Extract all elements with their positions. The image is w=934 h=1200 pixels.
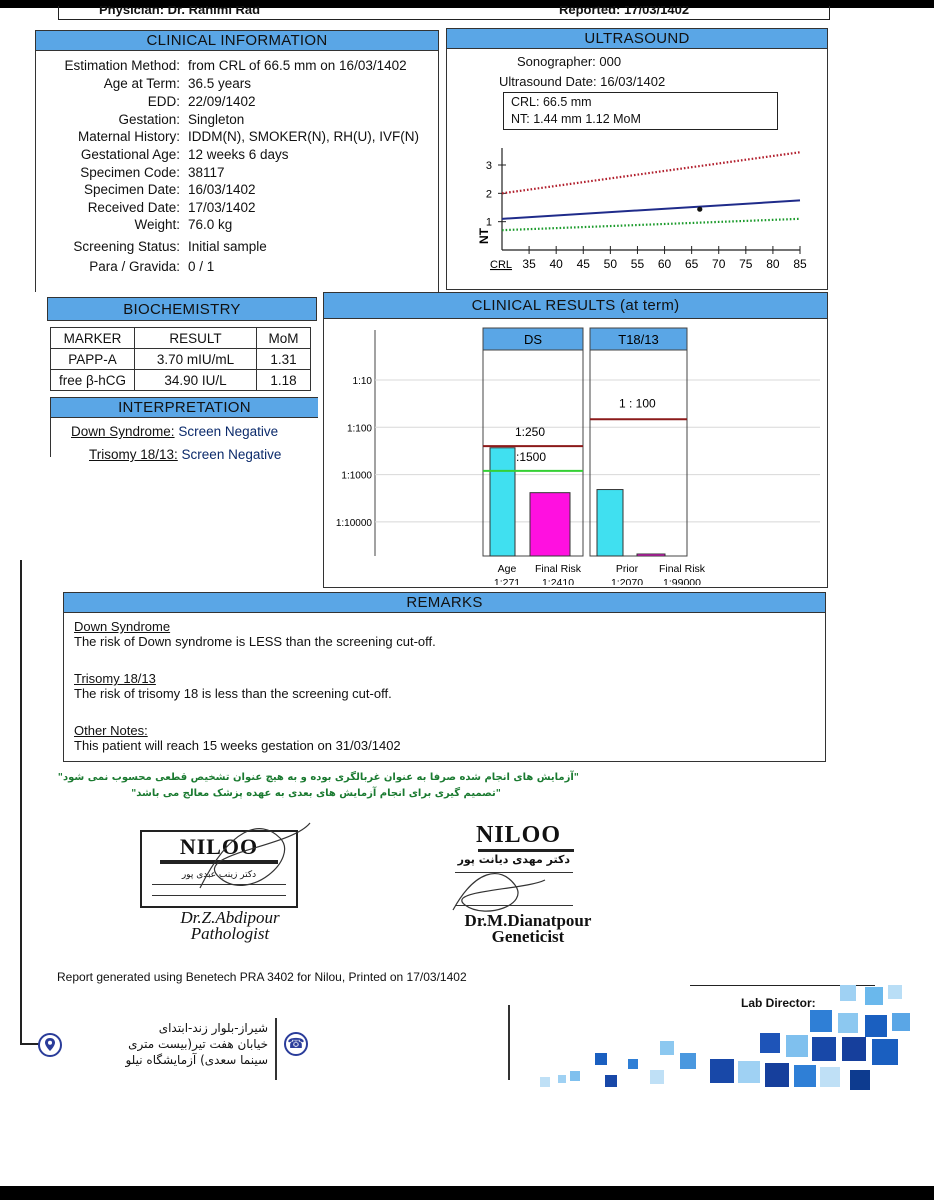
risk-chart bbox=[325, 320, 825, 585]
right-doctor-role: Geneticist bbox=[491, 927, 565, 946]
decorative-square bbox=[628, 1059, 638, 1069]
header-mom: MoM bbox=[257, 328, 311, 349]
address-line-3: سینما سعدی) آزمایشگاه نیلو bbox=[125, 1053, 268, 1067]
ci-row bbox=[40, 58, 407, 76]
biochemistry-title: BIOCHEMISTRY bbox=[47, 297, 317, 321]
header-marker: MARKER bbox=[51, 328, 135, 349]
decorative-square bbox=[888, 985, 902, 999]
ci-label: Received Date: bbox=[87, 200, 180, 215]
clinical-information-title: CLINICAL INFORMATION bbox=[36, 31, 438, 51]
ci-row bbox=[40, 94, 256, 112]
decorative-square bbox=[840, 985, 856, 1001]
ci-row bbox=[40, 182, 256, 200]
ci-label: Maternal History: bbox=[77, 129, 180, 144]
decorative-square bbox=[738, 1061, 760, 1083]
ci-label: Weight: bbox=[134, 217, 180, 232]
bar-label-name: Prior bbox=[615, 563, 639, 575]
ds-value: Screen Negative bbox=[178, 424, 279, 439]
bar-label-name: Final Risk bbox=[534, 563, 582, 575]
decorative-square bbox=[786, 1035, 808, 1057]
t18-label: Trisomy 18/13: bbox=[89, 447, 178, 462]
decorative-square bbox=[710, 1059, 734, 1083]
interpretation-t18 bbox=[89, 447, 281, 462]
bottom-bar bbox=[0, 1186, 934, 1200]
logo-left: NILOO bbox=[179, 834, 259, 859]
remarks-title: REMARKS bbox=[64, 593, 825, 613]
interpretation-ds bbox=[71, 424, 278, 439]
ci-row bbox=[40, 200, 256, 218]
crl-value: CRL: 66.5 mm bbox=[511, 95, 592, 109]
address-line-1: شیراز-بلوار زند-ابتدای bbox=[158, 1021, 268, 1035]
ci-value: 22/09/1402 bbox=[188, 94, 256, 109]
ci-value: 12 weeks 6 days bbox=[188, 147, 289, 162]
crl-axis-label: CRL bbox=[490, 259, 513, 271]
logo-right-rule bbox=[478, 849, 574, 852]
decorative-square bbox=[842, 1037, 866, 1061]
logo-right: NILOO bbox=[476, 822, 562, 848]
remarks-t18-heading: Trisomy 18/13 bbox=[74, 671, 156, 686]
x-tick-label: 40 bbox=[549, 257, 563, 271]
remarks-ds bbox=[74, 619, 436, 649]
interpretation-title: INTERPRETATION bbox=[51, 398, 318, 418]
risk-bar-1 bbox=[530, 493, 570, 556]
ci-label: EDD: bbox=[147, 94, 180, 109]
y-tick-label: 1 bbox=[485, 216, 492, 229]
left-doctor-role: Pathologist bbox=[190, 924, 270, 943]
bar-label-value: 1:99000 bbox=[663, 577, 701, 585]
ds-label: Down Syndrome: bbox=[71, 424, 175, 439]
nt-chart bbox=[470, 140, 810, 275]
remarks-other-text: This patient will reach 15 weeks gestation on 31/03/1402 bbox=[74, 738, 401, 753]
header-result: RESULT bbox=[135, 328, 257, 349]
decorative-square bbox=[820, 1067, 840, 1087]
ci-row bbox=[40, 147, 289, 165]
ultrasound-date: Ultrasound Date: 16/03/1402 bbox=[499, 74, 666, 89]
y-tick-label: 3 bbox=[485, 160, 492, 172]
ci-label: Estimation Method: bbox=[64, 58, 180, 73]
ci-label: Gestation: bbox=[118, 112, 180, 127]
decorative-square bbox=[838, 1013, 858, 1033]
decorative-square bbox=[865, 1015, 887, 1037]
ci-value: Initial sample bbox=[188, 239, 267, 254]
x-tick-label: 60 bbox=[657, 257, 672, 271]
ultrasound-title: ULTRASOUND bbox=[447, 29, 827, 49]
interpretation-panel bbox=[50, 397, 318, 462]
sonographer: Sonographer: 000 bbox=[517, 54, 622, 69]
disclaimer-line-1: "آزمایش های انجام شده صرفا به عنوان غربالگری بوده و به هیچ عنوان تشخیص قطعی محسوب نمی شود" bbox=[57, 772, 579, 783]
risk-bar-2 bbox=[597, 490, 623, 556]
nt-axis-label: NT bbox=[477, 228, 491, 244]
nt-series-median bbox=[502, 200, 800, 218]
risk-y-tick-label: 1:100 bbox=[346, 423, 372, 435]
result-cell: 3.70 mIU/mL bbox=[135, 349, 257, 370]
x-tick-label: 55 bbox=[630, 257, 645, 271]
ci-value: 76.0 kg bbox=[188, 217, 233, 232]
risk-y-tick-label: 1:1000 bbox=[341, 470, 372, 482]
mom-cell: 1.31 bbox=[257, 349, 311, 370]
remarks-ds-heading: Down Syndrome bbox=[74, 619, 171, 634]
ci-value: Singleton bbox=[188, 112, 245, 127]
us-measure-box bbox=[503, 92, 778, 130]
ci-row bbox=[40, 217, 233, 235]
nt-patient-point bbox=[697, 207, 702, 212]
remarks-t18 bbox=[74, 671, 392, 701]
decorative-square bbox=[865, 987, 883, 1005]
ci-row bbox=[40, 259, 215, 277]
decorative-square bbox=[605, 1075, 617, 1087]
physician: Physician: Dr. Rahimi Rad bbox=[99, 6, 261, 17]
decorative-square bbox=[872, 1039, 898, 1065]
disclaimer-line-2: "تصمیم گیری برای انجام آزمایش های بعدی به عهده پزشک معالج می باشد" bbox=[131, 788, 501, 799]
y-tick-label: 2 bbox=[485, 188, 492, 201]
risk-y-tick-label: 1:10 bbox=[352, 376, 372, 387]
ci-value: 36.5 years bbox=[188, 76, 252, 91]
bar-label-value: 1:271 bbox=[493, 577, 521, 585]
remarks-ds-text: The risk of Down syndrome is LESS than the screening cut-off. bbox=[74, 634, 436, 649]
stamp-right-text: دکتر مهدی دیانت پور bbox=[457, 853, 570, 866]
risk-group-label-t18: T18/13 bbox=[618, 332, 659, 347]
marker-cell: free β-hCG bbox=[51, 370, 135, 391]
ci-value: 17/03/1402 bbox=[188, 200, 256, 215]
address-line-2: خیابان هفت تیر(بیست متری bbox=[128, 1037, 268, 1051]
ci-label: Specimen Code: bbox=[80, 165, 180, 180]
ci-value: 16/03/1402 bbox=[188, 182, 256, 197]
bar-label-name: Final Risk bbox=[658, 563, 706, 575]
ci-value: 38117 bbox=[188, 165, 225, 180]
risk-bar-3 bbox=[637, 554, 665, 556]
signature-scribble-left bbox=[190, 808, 320, 918]
decorative-square bbox=[595, 1053, 607, 1065]
remarks-other-heading: Other Notes: bbox=[74, 723, 148, 738]
decorative-square bbox=[892, 1013, 910, 1031]
ci-label: Age at Term: bbox=[103, 76, 180, 91]
decorative-square bbox=[810, 1010, 832, 1032]
decorative-square bbox=[558, 1075, 566, 1083]
ci-row bbox=[40, 239, 267, 257]
biochemistry-table bbox=[50, 327, 311, 391]
report-generated: Report generated using Benetech PRA 3402 for Nilou, Printed on 17/03/1402 bbox=[57, 970, 467, 984]
risk-y-tick-label: 1:10000 bbox=[335, 517, 372, 529]
ci-label: Screening Status: bbox=[73, 239, 180, 254]
ci-label: Specimen Date: bbox=[83, 182, 180, 197]
phone-icon[interactable]: ☎ bbox=[284, 1032, 308, 1056]
decorative-square bbox=[570, 1071, 580, 1081]
ci-value: IDDM(N), SMOKER(N), RH(U), IVF(N) bbox=[188, 129, 419, 144]
ci-value: from CRL of 66.5 mm on 16/03/1402 bbox=[188, 58, 407, 73]
ds-cutoff-label: 1:250 bbox=[515, 425, 546, 440]
bar-label-value: 1:2410 bbox=[541, 577, 575, 585]
nt-value: NT: 1.44 mm 1.12 MoM bbox=[511, 112, 641, 126]
result-cell: 34.90 IU/L bbox=[135, 370, 257, 391]
ci-row bbox=[40, 76, 252, 94]
risk-group-label-ds: DS bbox=[523, 332, 543, 347]
x-tick-label: 50 bbox=[603, 257, 618, 271]
x-tick-label: 45 bbox=[576, 257, 590, 271]
ci-label: Para / Gravida: bbox=[89, 259, 180, 274]
remarks-other bbox=[74, 723, 401, 753]
decorative-square bbox=[540, 1077, 550, 1087]
left-doctor-name: Dr.Z.Abdipour bbox=[180, 908, 280, 927]
ci-row bbox=[40, 112, 245, 130]
location-pin-icon[interactable] bbox=[38, 1033, 62, 1057]
report-header bbox=[58, 6, 830, 20]
x-tick-label: 70 bbox=[712, 257, 726, 271]
remarks-t18-text: The risk of trisomy 18 is less than the screening cut-off. bbox=[74, 686, 392, 701]
x-tick-label: 35 bbox=[522, 257, 536, 271]
reported-date: Reported: 17/03/1402 bbox=[559, 6, 690, 17]
margin-line bbox=[20, 560, 22, 1045]
bar-label-value: 1:2070 bbox=[610, 577, 644, 585]
nt-series-lower bbox=[502, 219, 800, 230]
risk-bar-0 bbox=[490, 448, 515, 556]
table-row bbox=[51, 370, 311, 391]
decorative-square bbox=[794, 1065, 816, 1087]
t18-value: Screen Negative bbox=[181, 447, 282, 462]
footer-divider bbox=[275, 1018, 277, 1080]
decorative-square bbox=[760, 1033, 780, 1053]
x-tick-label: 80 bbox=[766, 257, 780, 271]
lab-director: Lab Director: bbox=[741, 996, 816, 1010]
decorative-square bbox=[660, 1041, 674, 1055]
signature-left bbox=[150, 910, 310, 942]
marker-cell: PAPP-A bbox=[51, 349, 135, 370]
t18-cutoff-label: 1 : 100 bbox=[619, 396, 656, 411]
ci-label: Gestational Age: bbox=[80, 147, 180, 162]
decorative-squares bbox=[510, 975, 920, 1100]
ci-value: 0 / 1 bbox=[188, 259, 215, 274]
stamp-left-text: دکتر زینب عبدی پور bbox=[181, 870, 257, 880]
decorative-square bbox=[850, 1070, 870, 1090]
x-tick-label: 75 bbox=[739, 257, 753, 271]
clinical-results-title: CLINICAL RESULTS (at term) bbox=[324, 293, 827, 319]
signature-right bbox=[438, 913, 618, 945]
decorative-square bbox=[765, 1063, 789, 1087]
x-tick-label: 85 bbox=[793, 257, 807, 271]
table-row bbox=[51, 349, 311, 370]
ci-row bbox=[40, 165, 225, 183]
bar-label-name: Age bbox=[497, 563, 517, 575]
decorative-square bbox=[680, 1053, 696, 1069]
right-doctor-name: Dr.M.Dianatpour bbox=[464, 911, 592, 930]
x-tick-label: 65 bbox=[684, 257, 699, 271]
ds-reference-label: :1500 bbox=[516, 449, 547, 464]
ci-row bbox=[40, 129, 419, 147]
mom-cell: 1.18 bbox=[257, 370, 311, 391]
table-header-row bbox=[51, 328, 311, 349]
decorative-square bbox=[812, 1037, 836, 1061]
nt-series-upper bbox=[502, 152, 800, 193]
decorative-square bbox=[650, 1070, 664, 1084]
